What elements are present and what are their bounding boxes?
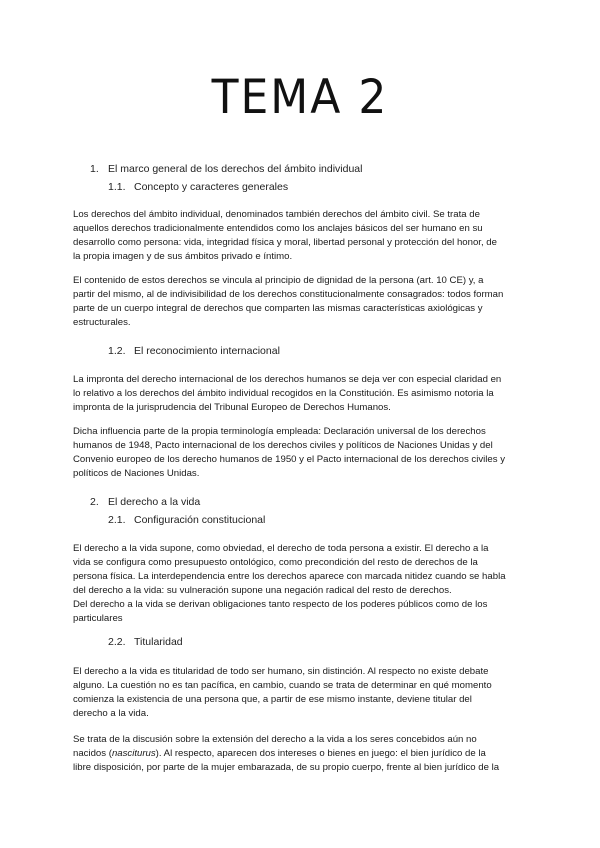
paragraph-line: humanos de 1948, Pacto internacional de los derechos civiles y políticos de Naciones Unidas y del bbox=[73, 440, 493, 451]
paragraph-4 bbox=[73, 425, 533, 481]
paragraph-line: alguno. La cuestión no es tan pacífica, en cambio, cuando se trata de determinar en qué momento bbox=[73, 680, 492, 691]
paragraph-line: Se trata de la discusión sobre la extensión del derecho a la vida a los seres concebidos aún no bbox=[73, 734, 477, 745]
heading-section-2-1 bbox=[108, 514, 265, 526]
paragraph-line: vida se configura como presupuesto ontológico, como precondición del resto de derechos de la bbox=[73, 557, 478, 568]
text-run: nacidos ( bbox=[73, 748, 112, 759]
heading-text: Configuración constitucional bbox=[134, 514, 266, 526]
paragraph-1 bbox=[73, 208, 533, 264]
paragraph-6 bbox=[73, 665, 533, 721]
paragraph-line: del derecho a la vida: su vulneración supone una negación radical del resto de derechos. bbox=[73, 585, 452, 596]
paragraph-line: particulares bbox=[73, 613, 123, 624]
paragraph-line: Del derecho a la vida se derivan obligaciones tanto respecto de los poderes públicos como de los bbox=[73, 599, 488, 610]
heading-text: Titularidad bbox=[134, 636, 183, 648]
heading-number: 1.1. bbox=[108, 181, 126, 193]
heading-number: 2.1. bbox=[108, 514, 126, 526]
paragraph-line: desarrollo como persona: vida, integridad física y moral, libertad personal y protección del honor, de bbox=[73, 237, 497, 248]
heading-text: Concepto y caracteres generales bbox=[134, 181, 289, 193]
paragraph-line: impronta de la jurisprudencia del Tribunal Europeo de Derechos Humanos. bbox=[73, 402, 391, 413]
heading-section-2-2 bbox=[108, 636, 183, 648]
paragraph-line: lo relativo a los derechos del ámbito individual recogidos en la Constitución. Es asimismo notoria la bbox=[73, 388, 494, 399]
paragraph-line: políticos de Naciones Unidas. bbox=[73, 468, 200, 479]
heading-section-1 bbox=[90, 163, 362, 175]
heading-text: El derecho a la vida bbox=[108, 496, 201, 508]
heading-number: 2.2. bbox=[108, 636, 126, 648]
paragraph-line: partir del mismo, al de indivisibilidad de los derechos constitucionalmente consagrados: todos forman bbox=[73, 289, 504, 300]
paragraph-3 bbox=[73, 373, 533, 415]
heading-number: 1.2. bbox=[108, 345, 126, 357]
paragraph-line: libre disposición, por parte de la mujer embarazada, de su propio cuerpo, frente al bien jurídico de la bbox=[73, 762, 500, 773]
paragraph-2 bbox=[73, 274, 533, 330]
paragraph-line: Dicha influencia parte de la propia terminología empleada: Declaración universal de los derechos bbox=[73, 426, 486, 437]
paragraph-line: La impronta del derecho internacional de los derechos humanos se deja ver con especial claridad en bbox=[73, 374, 502, 385]
heading-text: El reconocimiento internacional bbox=[134, 345, 280, 357]
paragraph-line: derecho a la vida. bbox=[73, 708, 149, 719]
paragraph-line: estructurales. bbox=[73, 317, 131, 328]
paragraph-line: la propia imagen y de sus ámbitos privado e íntimo. bbox=[73, 251, 293, 262]
heading-section-1-2 bbox=[108, 345, 280, 357]
paragraph-line bbox=[73, 747, 533, 761]
heading-text: El marco general de los derechos del ámbito individual bbox=[108, 163, 363, 175]
page-title: TEMA 2 bbox=[211, 69, 389, 126]
paragraph-line: persona física. La interdependencia entre los derechos aparece con marcada nitidez cuando se habla bbox=[73, 571, 506, 582]
text-run: ). Al respecto, aparecen dos intereses o bienes en juego: el bien jurídico de la bbox=[155, 748, 486, 759]
paragraph-line: Convenio europeo de los derecho humanos de 1950 y el Pacto internacional de los derechos civiles y bbox=[73, 454, 505, 465]
paragraph-line: aquellos derechos tradicionalmente entendidos como los anclajes básicos del ser humano en su bbox=[73, 223, 483, 234]
paragraph-line: Los derechos del ámbito individual, denominados también derechos del ámbito civil. Se trata de bbox=[73, 209, 480, 220]
paragraph-line: parte de un cuerpo integral de derechos que comparten las mismas características axiológicas y bbox=[73, 303, 483, 314]
paragraph-line: El contenido de estos derechos se vincula al principio de dignidad de la persona (art. 10 CE) y, a bbox=[73, 275, 484, 286]
paragraph-line: El derecho a la vida es titularidad de todo ser humano, sin distinción. Al respecto no existe debate bbox=[73, 666, 489, 677]
paragraph-7 bbox=[73, 733, 533, 775]
paragraph-line: comienza la existencia de una persona que, a partir de ese mismo instante, deviene titular del bbox=[73, 694, 472, 705]
italic-term: nasciturus bbox=[111, 748, 156, 759]
paragraph-5 bbox=[73, 542, 533, 626]
heading-section-2 bbox=[90, 496, 200, 508]
heading-number: 2. bbox=[90, 496, 99, 508]
paragraph-line: El derecho a la vida supone, como obviedad, el derecho de toda persona a existir. El derecho a la bbox=[73, 543, 489, 554]
heading-number: 1. bbox=[90, 163, 99, 175]
heading-section-1-1 bbox=[108, 181, 288, 193]
